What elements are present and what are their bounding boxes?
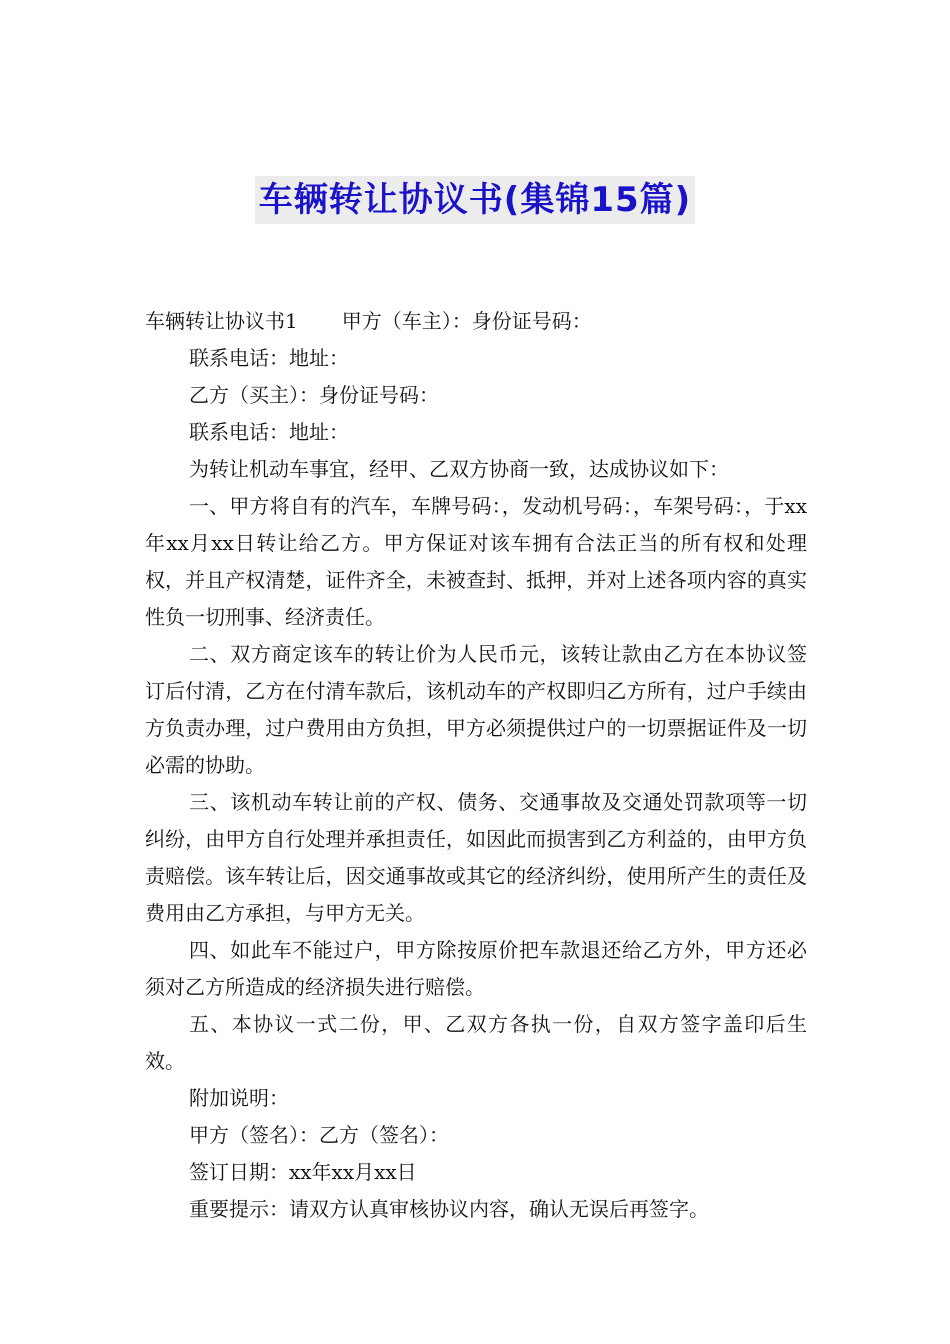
signing-date: 签订日期：xx年xx月xx日 bbox=[189, 1160, 417, 1184]
document-body bbox=[145, 303, 807, 1228]
clause-5: 五、本协议一式二份，甲、乙双方各执一份，自双方签字盖印后生效。 bbox=[145, 1012, 807, 1073]
agreement-preamble: 为转让机动车事宜，经甲、乙双方协商一致，达成协议如下： bbox=[189, 457, 729, 481]
paragraph-first-line bbox=[145, 303, 807, 340]
clause-2: 二、双方商定该车的转让价为人民币元，该转让款由乙方在本协议签订后付清，乙方在付清车款后，该机动车的产权即归乙方所有，过户手续由方负责办理，过户费用由方负担，甲方必须提供过户的一切票据证件及一切必需的协助。 bbox=[145, 642, 807, 777]
important-notice: 重要提示：请双方认真审核协议内容，确认无误后再签字。 bbox=[189, 1197, 709, 1221]
party-b-contact: 联系电话：地址： bbox=[189, 420, 349, 444]
clause-1: 一、甲方将自有的汽车，车牌号码：，发动机号码：，车架号码：，于xx年xx月xx日转让给乙方。甲方保证对该车拥有合法正当的所有权和处理权，并且产权清楚，证件齐全，未被查封、抵押，并对上述各项内容的真实性负一切刑事、经济责任。 bbox=[145, 494, 807, 629]
title-wrap bbox=[0, 176, 950, 224]
party-b-id-line: 乙方（买主）：身份证号码： bbox=[189, 383, 439, 407]
agreement-heading: 车辆转让协议书1 bbox=[145, 309, 298, 333]
clause-3: 三、该机动车转让前的产权、债务、交通事故及交通处罚款项等一切纠纷，由甲方自行处理并承担责任，如因此而损害到乙方利益的，由甲方负责赔偿。该车转让后，因交通事故或其它的经济纠纷，使用所产生的责任及费用由乙方承担，与甲方无关。 bbox=[145, 790, 807, 925]
signatures-line: 甲方（签名）：乙方（签名）： bbox=[189, 1123, 449, 1147]
document-title: 车辆转让协议书(集锦15篇) bbox=[255, 176, 695, 224]
clause-4: 四、如此车不能过户，甲方除按原价把车款退还给乙方外，甲方还必须对乙方所造成的经济损失进行赔偿。 bbox=[145, 938, 807, 999]
party-a-contact: 联系电话：地址： bbox=[189, 346, 349, 370]
party-a-id-line: 甲方（车主）：身份证号码： bbox=[341, 309, 592, 333]
additional-notes: 附加说明： bbox=[189, 1086, 289, 1110]
